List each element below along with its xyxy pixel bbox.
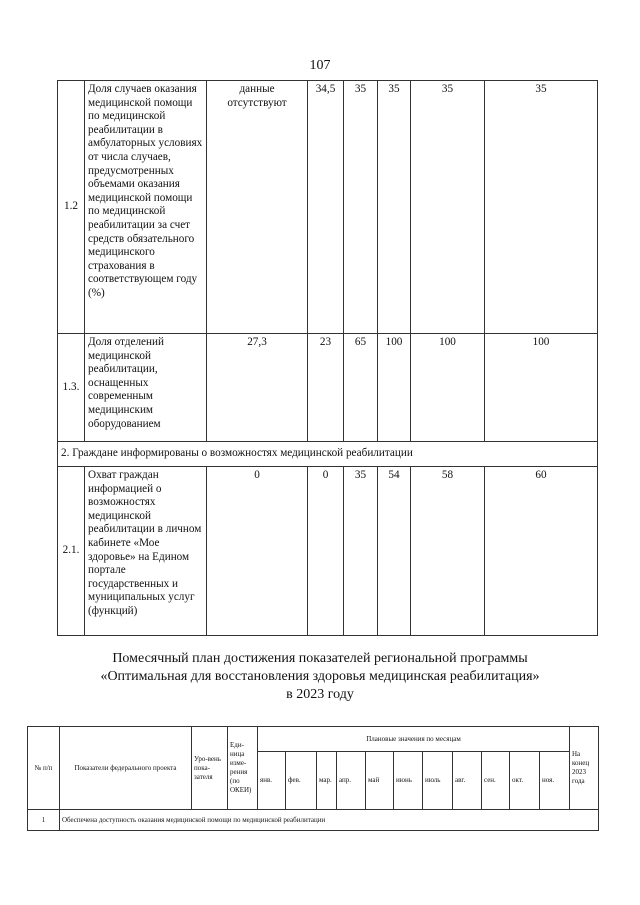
- base-value: данные отсутствуют: [207, 81, 308, 334]
- header-end: На конец 2023 года: [570, 727, 599, 810]
- indicator-name: Охват граждан информацией о возможностях медицинской реабилитации в личном кабинете «Мое здоровье» на Едином портале государственных и муниципальных услуг (функций): [85, 467, 207, 636]
- table-row: [58, 81, 598, 334]
- value: 54: [378, 467, 411, 636]
- row-text: Обеспечена доступность оказания медицинской помощи по медицинской реабилитации: [60, 810, 599, 831]
- heading-line: Помесячный план достижения показателей региональной программы: [112, 651, 528, 666]
- base-value: 0: [207, 467, 308, 636]
- indicator-name: Доля отделений медицинской реабилитации, оснащенных современным медицинским оборудованием: [85, 334, 207, 442]
- row-number: 1.3.: [58, 334, 85, 442]
- page-number: 107: [309, 58, 331, 73]
- header-indicator: Показатели федерального проекта: [60, 727, 192, 810]
- month-header: июль: [423, 752, 453, 810]
- value: 0: [308, 467, 344, 636]
- month-header: сен.: [482, 752, 510, 810]
- value: 65: [344, 334, 378, 442]
- table-row: [28, 810, 599, 831]
- row-number: 2.1.: [58, 467, 85, 636]
- monthly-plan-table: [27, 726, 599, 831]
- month-header: май: [366, 752, 394, 810]
- header-level: Уро-вень пока-зателя: [192, 727, 228, 810]
- value: 35: [485, 81, 598, 334]
- value: 35: [344, 81, 378, 334]
- header-num: № п/п: [28, 727, 60, 810]
- indicators-table: [57, 80, 598, 636]
- section-row: [58, 442, 598, 467]
- heading-line: «Оптимальная для восстановления здоровья медицинская реабилитация»: [100, 669, 540, 684]
- month-header: янв.: [258, 752, 286, 810]
- section-heading: [0, 650, 640, 704]
- value: 35: [344, 467, 378, 636]
- table-row: [58, 334, 598, 442]
- value: 58: [411, 467, 485, 636]
- heading-line: в 2023 году: [286, 687, 354, 702]
- base-value: 27,3: [207, 334, 308, 442]
- table-row: [58, 467, 598, 636]
- row-number: 1.2: [58, 81, 85, 334]
- value: 100: [378, 334, 411, 442]
- header-unit: Еди-ница изме-рения (по ОКЕИ): [228, 727, 258, 810]
- value: 23: [308, 334, 344, 442]
- value: 60: [485, 467, 598, 636]
- value: 35: [378, 81, 411, 334]
- header-plan: Плановые значения по месяцам: [258, 727, 570, 752]
- value: 100: [485, 334, 598, 442]
- month-header: авг.: [453, 752, 482, 810]
- month-header: апр.: [337, 752, 366, 810]
- value: 34,5: [308, 81, 344, 334]
- month-header: ноя.: [540, 752, 570, 810]
- section-title: 2. Граждане информированы о возможностях медицинской реабилитации: [58, 442, 598, 467]
- month-header: фев.: [286, 752, 317, 810]
- month-header: мар.: [317, 752, 337, 810]
- value: 35: [411, 81, 485, 334]
- row-number: 1: [28, 810, 60, 831]
- month-header: июнь: [394, 752, 423, 810]
- month-header: окт.: [510, 752, 540, 810]
- indicator-name: Доля случаев оказания медицинской помощи по медицинской реабилитации в амбулаторных условиях от числа случаев, предусмотренных объемами оказания медицинской помощи по медицинской реабилитации за счет средств обязательного медицинского страхования в соответствующем году (%): [85, 81, 207, 334]
- value: 100: [411, 334, 485, 442]
